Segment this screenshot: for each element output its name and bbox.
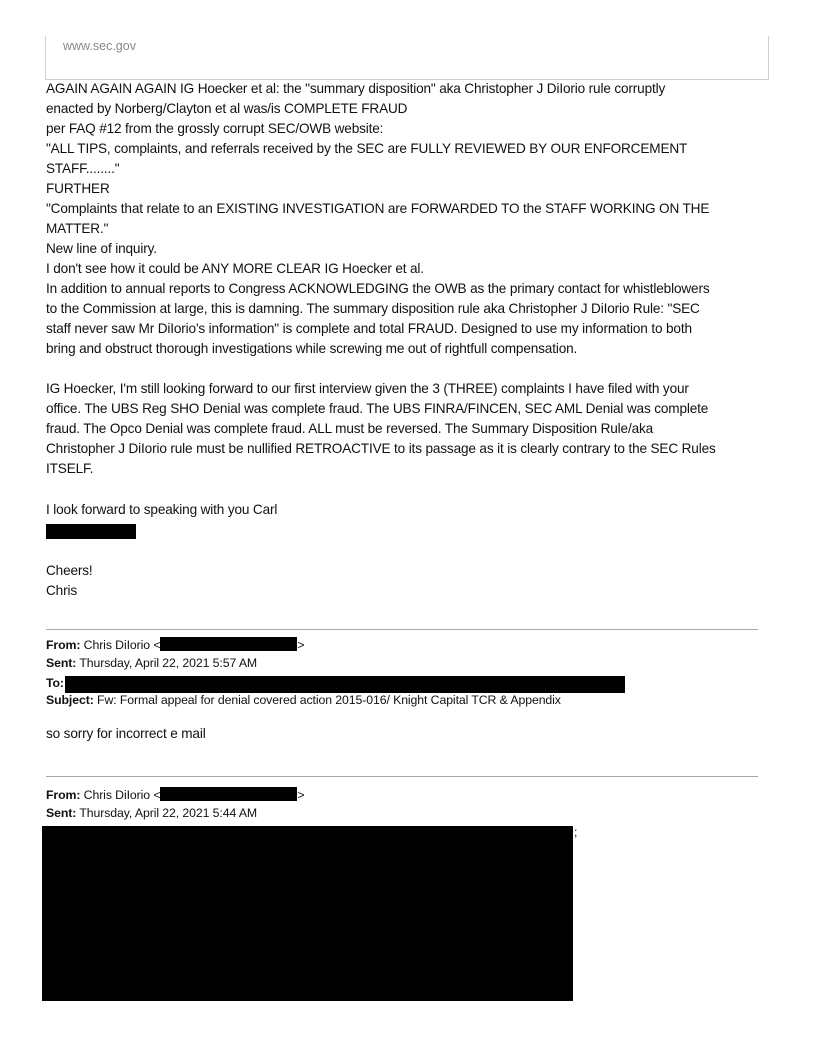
divider [46, 629, 758, 630]
body-line: FURTHER [46, 181, 110, 196]
body-line: "Complaints that relate to an EXISTING INVESTIGATION are FORWARDED TO the STAFF WORKING ON THE [46, 201, 710, 216]
body-line: In addition to annual reports to Congress ACKNOWLEDGING the OWB as the primary contact for whistleblowers [46, 281, 710, 296]
quoted-source-box [45, 36, 769, 80]
body-line: ITSELF. [46, 461, 94, 476]
email1-from [46, 636, 305, 654]
email1-sent [46, 654, 257, 672]
body-line: Christopher J DiIorio rule must be nullified RETROACTIVE to its passage as it is clearly contrary to the SEC Rules [46, 441, 716, 456]
subject-label: Subject: [46, 693, 94, 707]
body-line: I look forward to speaking with you Carl [46, 502, 278, 517]
signoff: Cheers! [46, 563, 93, 578]
redaction-block [567, 826, 573, 1001]
from-name: Chris DiIorio < [83, 638, 161, 652]
body-line: AGAIN AGAIN AGAIN IG Hoecker et al: the "summary disposition" aka Christopher J DiIorio rule corruptly [46, 81, 666, 96]
from-label: From: [46, 638, 81, 652]
body-line: office. The UBS Reg SHO Denial was complete fraud. The UBS FINRA/FINCEN, SEC AML Denial was complete [46, 401, 709, 416]
body-line: "ALL TIPS, complaints, and referrals received by the SEC are FULLY REVIEWED BY OUR ENFORCEMENT [46, 141, 688, 156]
email2-from [46, 786, 305, 804]
from-close: > [297, 788, 305, 802]
body-line: staff never saw Mr DiIorio's information" is complete and total FRAUD. Designed to use my information to both [46, 321, 692, 336]
body-line: STAFF........" [46, 161, 120, 176]
from-name: Chris DiIorio < [83, 788, 161, 802]
body-line: fraud. The Opco Denial was complete fraud. ALL must be reversed. The Summary Disposition Rule/aka [46, 421, 654, 436]
sent-label: Sent: [46, 806, 77, 820]
body-line: per FAQ #12 from the grossly corrupt SEC/OWB website: [46, 121, 384, 136]
redaction-block [160, 787, 297, 801]
subject-text: Fw: Formal appeal for denial covered action 2015-016/ Knight Capital TCR & Appendix [97, 693, 561, 707]
body-line: MATTER." [46, 221, 109, 236]
body-line: New line of inquiry. [46, 241, 157, 256]
body-line: I don't see how it could be ANY MORE CLEAR IG Hoecker et al. [46, 261, 424, 276]
source-url[interactable]: www.sec.gov [63, 39, 136, 53]
sent-date: Thursday, April 22, 2021 5:57 AM [79, 656, 258, 670]
signature: Chris [46, 583, 77, 598]
to-label: To: [46, 676, 64, 690]
body-line: IG Hoecker, I'm still looking forward to our first interview given the 3 (THREE) complaints I have filed with your [46, 381, 689, 396]
sent-date: Thursday, April 22, 2021 5:44 AM [79, 806, 258, 820]
email1-to [46, 674, 64, 692]
redaction-block [42, 826, 567, 1001]
body-line: bring and obstruct thorough investigations while screwing me out of rightfull compensation. [46, 341, 578, 356]
email1-subject [46, 691, 561, 709]
from-close: > [297, 638, 305, 652]
body-line: to the Commission at large, this is damning. The summary disposition rule aka Christopher J DiIorio Rule: "SEC [46, 301, 700, 316]
trailing-semicolon: ; [574, 825, 578, 839]
redaction-block [46, 524, 136, 539]
body-line: enacted by Norberg/Clayton et al was/is COMPLETE FRAUD [46, 101, 408, 116]
redaction-block [160, 637, 297, 651]
email2-sent [46, 804, 257, 822]
email1-body: so sorry for incorrect e mail [46, 726, 206, 741]
from-label: From: [46, 788, 81, 802]
sent-label: Sent: [46, 656, 77, 670]
divider [46, 776, 758, 777]
